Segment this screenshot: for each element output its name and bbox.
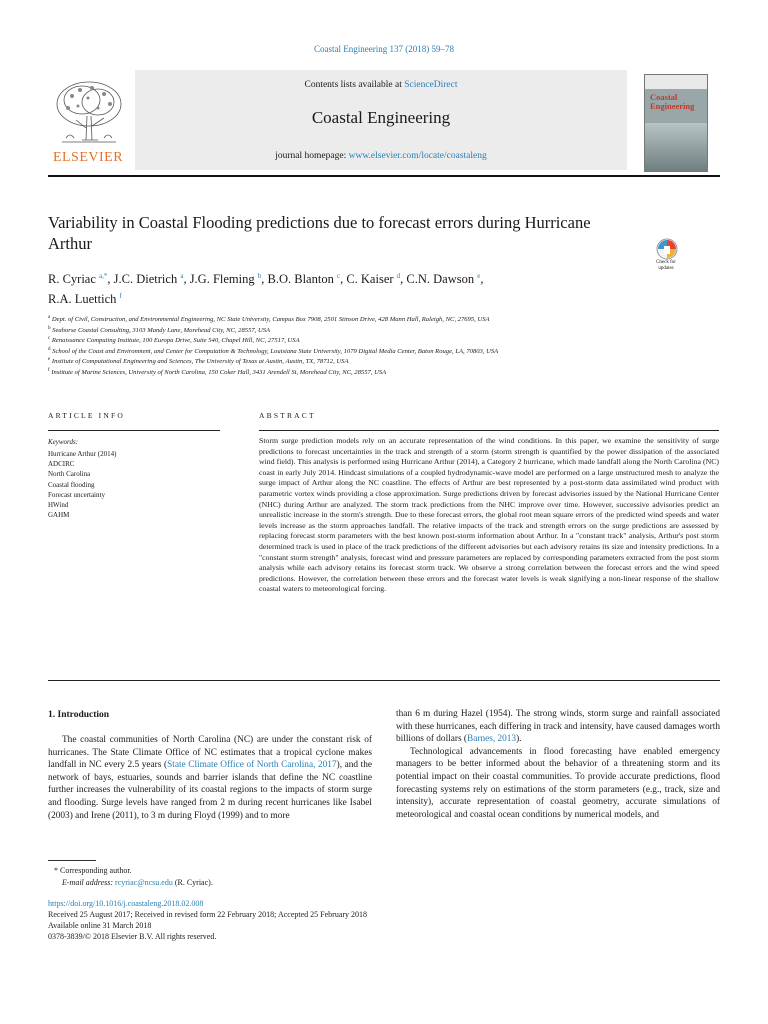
keyword: Hurricane Arthur (2014) [48,450,117,458]
abstract-heading: ABSTRACT [259,411,316,420]
author-list: R. Cyriac $^{a,*}$, J.C. Dietrich $^a$, J.G. Fleming $^b$, B.O. Blanton $^c$, C. Kaiser $^d$, C.N. Dawson $^e$, R.A. Luettich $^f$ [48,272,484,307]
abstract-text: Storm surge prediction models rely on an accurate representation of the wind conditions. In this paper, we examine the sensitivity of surge predictions to forecast uncertainties in the track and strength of a storm (storm strength is quantified by the power dissipation of the associated wind field). This analysis is performed using Hurricane Arthur (2014), a Category 2 hurricane, which made landfall along the North Carolina (NC) coast in early July 2014. Hindcast simulations of a coupled hydrodynamic-wave model are performed on a large unstructured mesh to analyze the surge impact of Arthur along the NC coastline. The effects of Arthur are best represented by a post-storm data assimilated wind product with parametric vortex winds providing a close approximation. Surge predictions driven by forecast advisories issued by the National Hurricane Center (NHC) during Arthur are analyzed. The storm track predictions from the NHC improve over time. However, successive advisories predict an unrealistic increase in the storm's strength. Due to these forecast errors, the global root mean square errors of the predicted wind speeds and water levels increase as the storm approaches landfall. The relative impacts of the track and strength errors on the surge predictions are assessed by replacing forecast storm parameters with the best known post-storm information about Arthur. In a "constant track" analysis, Arthur's post storm determined track is used in place of the track predictions of the different advisories but each advisory retains its size and intensity predictions. In a "constant storm strength" analysis, forecast wind and pressure parameters are replaced by corresponding parameters extracted from the post storm analysis while each advisory retains its forecast storm track. We observe a strong correlation between the forecast errors and the wind speed predictions. However, the correlation between these errors and the forecast water levels is weak signifying a non-linear response of the shallow coastal waters to meteorological forcing. [259,436,719,594]
cover-photo [645,123,707,171]
affiliation-mark: a [48,315,51,320]
abstract-rule [259,430,719,431]
intro-paragraph-2: Technological advancements in flood forecasting have enabled emergency managers to be better informed about the behavior of a threatening storm and its potential impact on their coastal communities. To provide accurate predictions, flood forecasting systems rely on estimations of the storm parameters (e.g., track, size and intensity), accurate representation of coastal geometry, accurate simulations of meteorological and coastal ocean conditions by numerical models, and [396,746,720,820]
intro-left-column [48,734,372,822]
intro-paragraph-1-continued [396,708,720,746]
author-name: R.A. Luettich [48,292,117,307]
author-affiliation-mark[interactable]: b [257,272,262,280]
intro-paragraph-1 [48,734,372,822]
author-affiliation-mark[interactable]: a [180,272,184,280]
crossmark-label[interactable]: Check for updates [656,260,676,271]
doi-link[interactable]: https://doi.org/10.1016/j.coastaleng.2018.02.008 [48,899,204,908]
cover-title-line-1: Coastal [650,92,678,102]
intro-p1-cont-text-b: ). [516,734,522,745]
keyword: Forecast uncertainty [48,490,105,499]
affiliation [48,313,728,324]
cover-title-line-2: Engineering [650,101,695,111]
keyword: North Carolina [48,470,91,479]
intro-p1-text-b: ), and the network of bays, estuaries, sounds and barrier islands that define the NC coastline further increases the vulnerability of its coastal regions to the impacts of storm surge and flooding. Surge levels have ranged from 2 m during recent hurricanes like Isabel (2003) and Irene (2011), to 3 m during Floyd (1999) and to more [48,760,372,821]
footnote-mark: * [54,866,58,875]
elsevier-wordmark: ELSEVIER [52,150,124,165]
crossmark-icon[interactable] [650,238,684,260]
author-affiliation-mark[interactable]: f [119,292,122,301]
affiliation-text: Institute of Marine Sciences, University of North Carolina, 150 Coker Hall, 3431 Arendell St, Morehead City, NC, 28557, USA [51,368,387,376]
state-climate-office-citation-link[interactable]: State Climate Office of North Carolina, 2017 [167,760,337,771]
author-name: J.C. Dietrich [113,272,178,287]
email-label: E-mail address: [62,878,114,887]
corresponding-author-note [54,865,132,876]
journal-cover-image[interactable] [644,74,708,172]
elsevier-tree-logo [52,76,126,148]
intro-p1-cont-text-a: than 6 m during Hazel (1954). The strong winds, storm surge and rainfall associated with these hurricanes, each differing in track and intensity, have caused damages worth billions of dollars ( [396,709,720,745]
affiliation [48,324,728,335]
header-rule [48,175,720,177]
affiliation-mark: e [48,357,51,362]
keyword: GAHM [48,511,70,520]
email-link[interactable]: rcyriac@ncsu.edu [115,878,173,887]
online-date: Available online 31 March 2018 [48,921,152,930]
intro-p1-text-a: The coastal communities of North Carolina (NC) are under the constant risk of hurricanes. The State Climate Office of NC estimates that a tropical cyclone makes landfall in NC every 2.5 years ( [48,735,372,771]
affiliation-text: Dept. of Civil, Construction, and Environmental Engineering, NC State University, Campus Box 7908, 2501 Stinson Drive, 428 Mann Hall, Raleigh, NC, 27695, USA [51,316,490,324]
cover-top-strip [645,75,707,89]
contents-prefix: Contents lists available at [304,80,405,90]
author-name: C.N. Dawson [406,272,475,287]
received-dates: Received 25 August 2017; Received in revised form 22 February 2018; Accepted 25 February 2018 [48,910,368,919]
keyword: ADCIRC [48,460,75,469]
intro-right-column [396,708,720,821]
cover-title [650,93,694,111]
article-history [48,898,367,942]
keyword: Coastal flooding [48,480,95,489]
contents-line [135,80,627,90]
article-title: Variability in Coastal Flooding predictions due to forecast errors during Hurricane Arthur [48,213,591,253]
journal-title: Coastal Engineering [311,108,451,127]
email-note [62,877,213,888]
affiliation [48,355,728,366]
author-name: C. Kaiser [346,272,394,287]
keyword: HWind [48,501,69,510]
affiliation-text: Seahorse Coastal Consulting, 3103 Mandy Lane, Morehead City, NC, 28557, USA [52,326,271,334]
affiliation [48,334,728,345]
footnote-rule [48,860,96,861]
sciencedirect-link[interactable]: ScienceDirect [404,80,458,90]
author-affiliation-mark[interactable]: c [336,272,341,280]
affiliation [48,345,728,356]
introduction-heading: 1. Introduction [48,710,110,720]
author-name: J.G. Fleming [189,272,255,287]
author-affiliation-mark[interactable]: a,* [99,272,108,280]
keywords-heading: Keywords: [48,438,79,446]
article-info-heading: ARTICLE INFO [48,411,125,420]
author-name: R. Cyriac [48,272,96,287]
affiliation-text: School of the Coast and Environment, and Center for Computation & Technology, Louisiana State University, 1079 Digital Media Center, Baton Rouge, LA, 70803, USA [52,347,499,355]
barnes-citation-link[interactable]: Barnes, 2013 [467,734,517,745]
affiliation-mark: b [48,325,51,331]
footnote-corresponding: Corresponding author. [60,866,132,875]
journal-citation-link[interactable]: Coastal Engineering 137 (2018) 59–78 [314,44,454,54]
affiliation-mark: f [48,367,50,373]
affiliation-text: Renaissance Computing Institute, 100 Europa Drive, Suite 540, Chapel Hill, NC, 27517, USA [51,337,300,345]
author-name: B.O. Blanton [267,272,334,287]
abstract-bottom-rule [48,680,720,681]
email-owner: (R. Cyriac). [174,878,213,887]
affiliation [48,366,728,377]
keyword-list [48,449,116,520]
homepage-line [135,151,627,161]
article-info-rule [48,430,220,431]
affiliation-text: Institute of Computational Engineering and Sciences, The University of Texas at Austin, Austin, TX, 78712, USA [51,358,349,366]
copyright: 0378-3839/© 2018 Elsevier B.V. All rights reserved. [48,932,217,941]
author-affiliation-mark[interactable]: e [477,272,481,280]
homepage-prefix: journal homepage: [275,151,349,161]
author-affiliation-mark[interactable]: d [396,272,401,280]
homepage-link[interactable]: www.elsevier.com/locate/coastaleng [348,151,487,161]
affiliation-mark: d [48,346,51,352]
affiliation-mark: c [48,336,51,341]
